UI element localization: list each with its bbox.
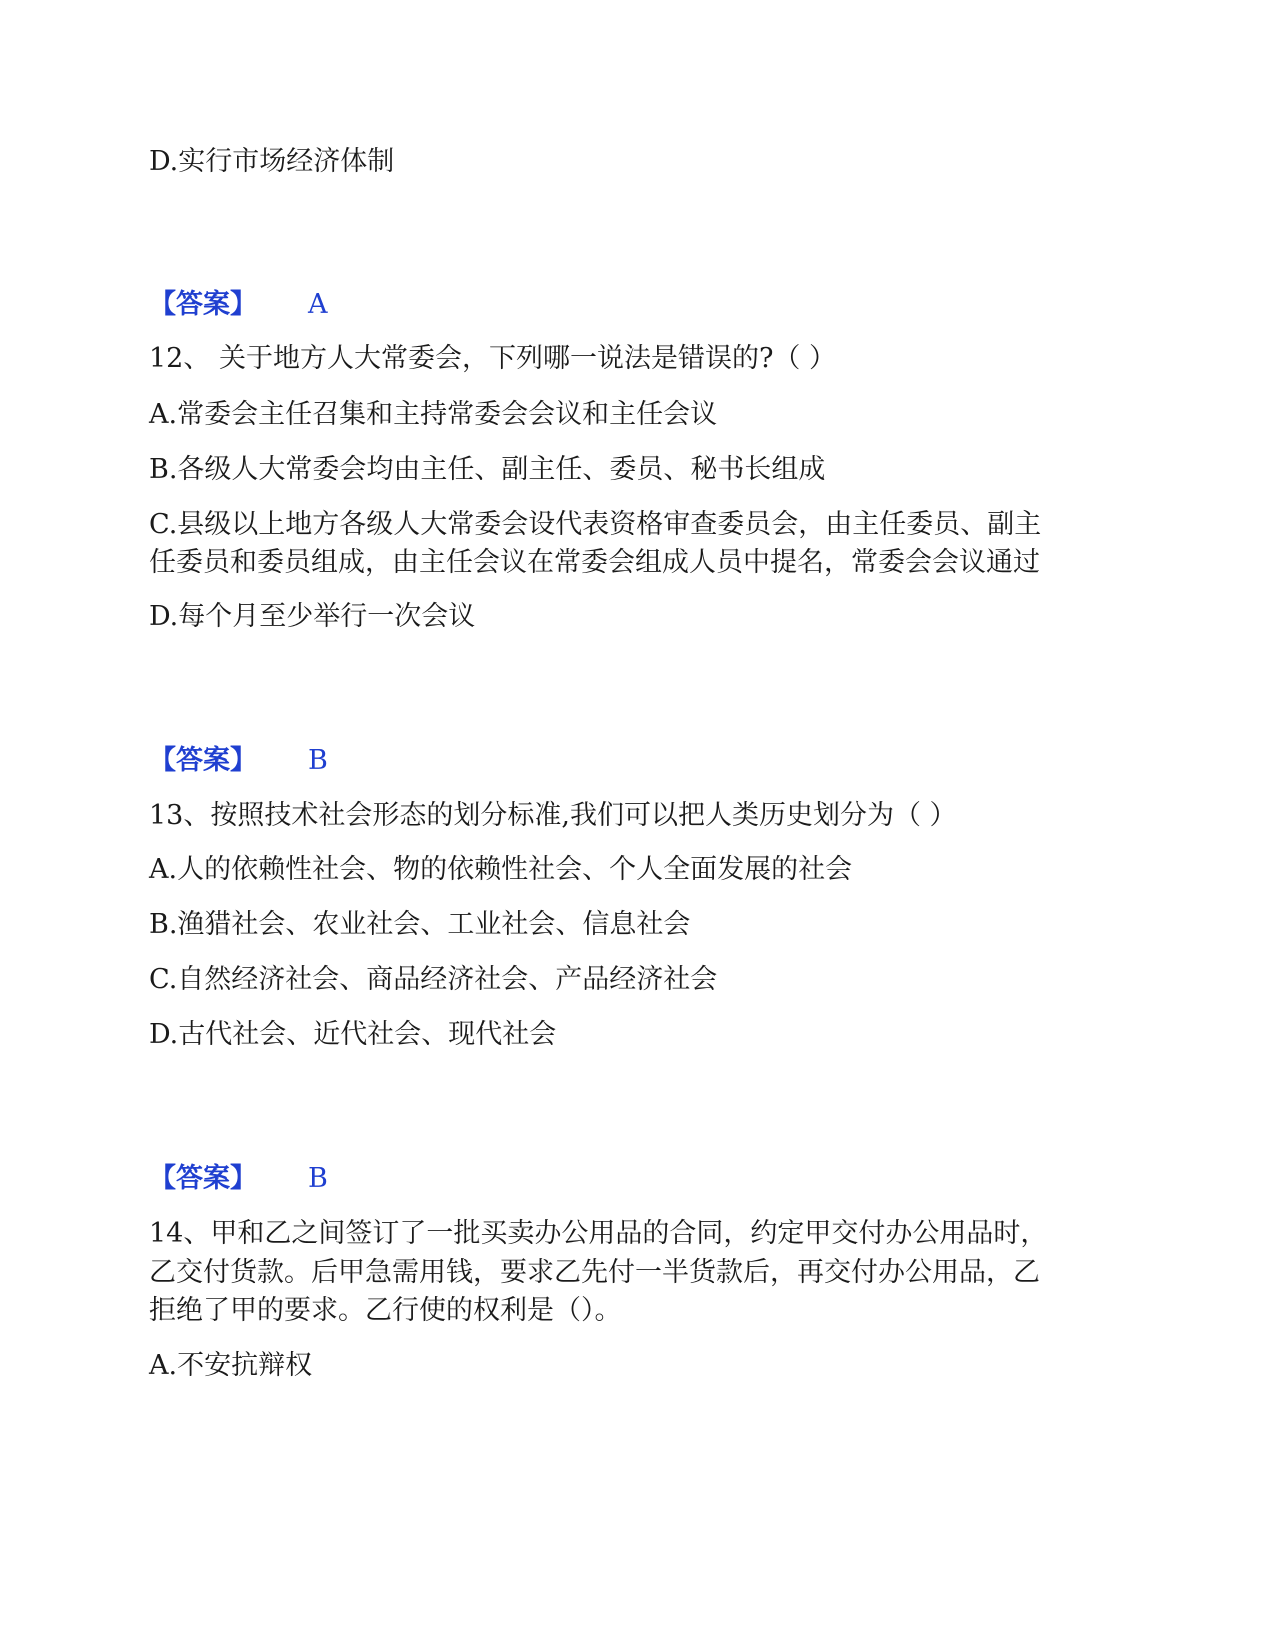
question-12-stem: 12、 关于地方人大常委会，下列哪一说法是错误的?（ ） xyxy=(149,343,836,374)
question-12-option-c-line1: C.县级以上地方各级人大常委会设代表资格审查委员会，由主任委员、副主 xyxy=(149,509,1042,540)
question-13-option-b: B.渔猎社会、农业社会、工业社会、信息社会 xyxy=(149,909,691,940)
answer-label: 【答案】 xyxy=(149,1163,257,1194)
question-14-stem-line3: 拒绝了甲的要求。乙行使的权利是（）。 xyxy=(149,1295,622,1326)
question-13-option-c: C.自然经济社会、商品经济社会、产品经济社会 xyxy=(149,964,718,995)
answer-label: 【答案】 xyxy=(149,289,257,320)
answer-value: A xyxy=(308,289,328,320)
question-14-stem-line2: 乙交付货款。后甲急需用钱，要求乙先付一半货款后，再交付办公用品，乙 xyxy=(149,1257,1040,1288)
question-12-option-d: D.每个月至少举行一次会议 xyxy=(149,601,476,632)
question-12-option-b: B.各级人大常委会均由主任、副主任、委员、秘书长组成 xyxy=(149,454,826,485)
question-12-option-c-line2: 任委员和委员组成，由主任会议在常委会组成人员中提名，常委会会议通过 xyxy=(149,547,1040,578)
question-12-option-a: A.常委会主任召集和主持常委会会议和主任会议 xyxy=(149,399,718,430)
question-13-stem: 13、按照技术社会形态的划分标准,我们可以把人类历史划分为（ ） xyxy=(149,800,957,831)
question-13-option-d: D.古代社会、近代社会、现代社会 xyxy=(149,1019,557,1050)
question-11-option-d: D.实行市场经济体制 xyxy=(149,146,395,177)
answer-row-11 xyxy=(149,286,328,324)
question-14-stem-line1: 14、甲和乙之间签订了一批买卖办公用品的合同，约定甲交付办公用品时， xyxy=(149,1218,1048,1249)
answer-row-13 xyxy=(149,1160,328,1198)
answer-row-12 xyxy=(149,742,328,780)
answer-label: 【答案】 xyxy=(149,745,257,776)
answer-value: B xyxy=(308,745,328,776)
question-13-option-a: A.人的依赖性社会、物的依赖性社会、个人全面发展的社会 xyxy=(149,854,853,885)
question-14-option-a: A.不安抗辩权 xyxy=(149,1350,313,1381)
answer-value: B xyxy=(308,1163,328,1194)
